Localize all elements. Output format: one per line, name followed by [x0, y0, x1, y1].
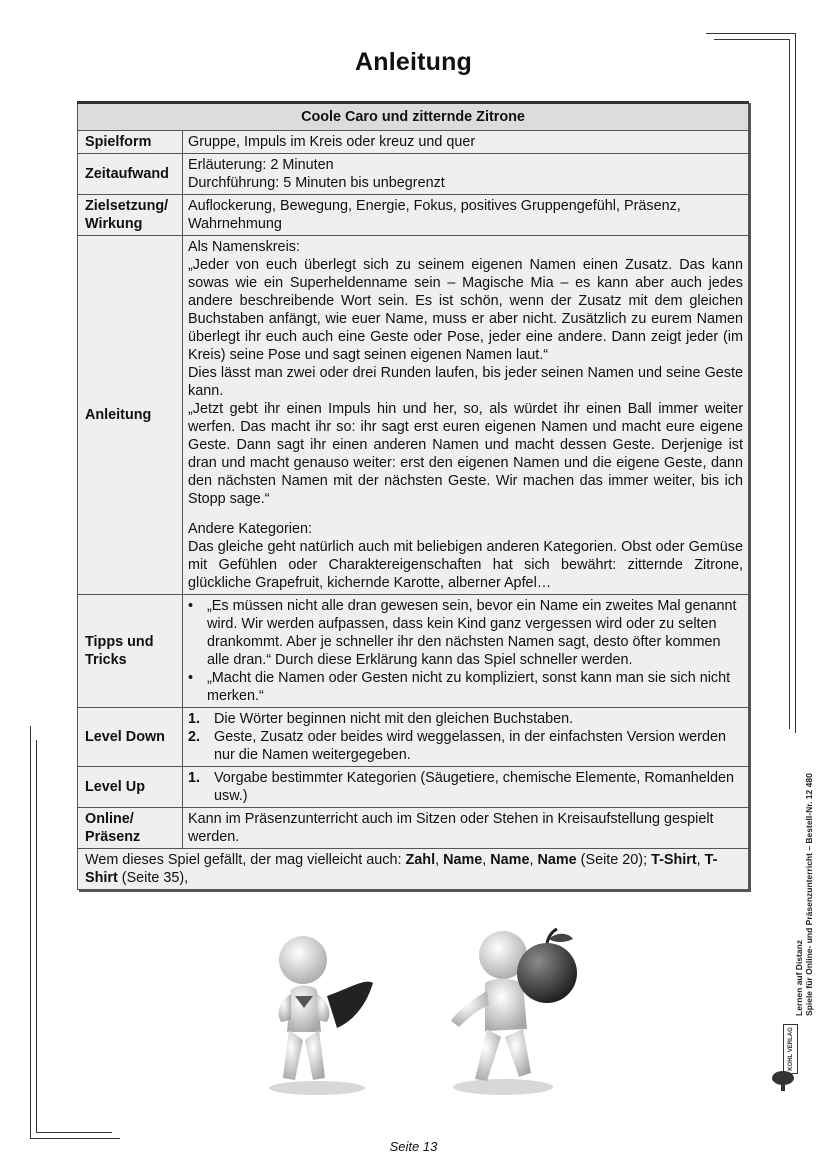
label-zielsetzung-2: Wirkung [85, 216, 143, 232]
anleitung-p5: Andere Kategorien: [188, 521, 313, 537]
row-zeitaufwand [78, 154, 749, 195]
label-zeitaufwand: Zeitaufwand [78, 154, 183, 195]
row-online [78, 808, 749, 849]
bullet-marker: • [188, 598, 194, 614]
game-ref: Name [443, 852, 483, 868]
game-ref: Name [537, 852, 577, 868]
row-tipps [78, 595, 749, 708]
item-text: Die Wörter beginnen nicht mit den gleichen Buchstaben. [214, 711, 574, 727]
label-online-1: Online/ [85, 811, 134, 827]
label-level-up: Level Up [78, 767, 183, 808]
frame-line-bottom-left-2 [36, 1132, 112, 1133]
row-anleitung [78, 236, 749, 595]
game-instructions-table [77, 101, 749, 890]
anleitung-p1: Als Namenskreis: [188, 239, 300, 255]
tipp-item [188, 669, 743, 705]
more-prefix: Wem dieses Spiel gefällt, der mag vielleicht auch: [85, 852, 406, 868]
label-zielsetzung [78, 195, 183, 236]
label-level-down: Level Down [78, 708, 183, 767]
page-ref: (Seite 20); [576, 852, 652, 868]
frame-line-left-vertical [30, 726, 31, 1139]
table-header-row [78, 103, 749, 131]
anleitung-p3: Dies lässt man zwei oder drei Runden laufen, bis jeder seinen Namen und seine Geste kann. [188, 365, 743, 399]
item-text: Geste, Zusatz oder beides wird weggelassen, in der einfachsten Version werden nur die Namen weitergegeben. [214, 729, 726, 763]
superhero-figure-illustration [255, 928, 385, 1098]
game-ref: T-Shirt [85, 852, 718, 886]
level-down-item [188, 710, 743, 728]
sep: , [529, 852, 538, 868]
sep: , [482, 852, 491, 868]
item-number: 1. [188, 770, 201, 786]
side-line-2: Spiele für Online- und Präsenzunterricht – Bestell-Nr. 12 480 [804, 773, 814, 1016]
more-games-text [78, 849, 749, 890]
frame-line-top-right-2 [714, 39, 790, 40]
value-level-down [183, 708, 749, 767]
figure-carrying-apple-illustration [445, 925, 585, 1097]
label-zielsetzung-1: Zielsetzung/ [85, 198, 169, 214]
frame-line-left-vertical-2 [36, 740, 37, 1133]
bullet-marker: • [188, 670, 194, 686]
page-title: Anleitung [354, 48, 473, 76]
frame-line-top-right [706, 33, 796, 34]
frame-line-right-vertical [795, 33, 796, 733]
row-level-down [78, 708, 749, 767]
anleitung-p4: „Jetzt gebt ihr einen Impuls hin und her, so, als würdet ihr einen Ball immer weiter werfen. Das macht ihr so: ihr sagt erst euren eigenen Namen und macht eure eigene Geste. Dann sagt ihr einen anderen Namen und macht dessen Geste. Derjenige ist dran und macht genauso weiter: erst den eigenen Namen und die eigene Geste, dann den nächsten Namen mit der nächsten Geste. Wir machen das immer weiter, bis ich Stopp sage.“ [188, 401, 743, 507]
game-ref: T-Shirt [651, 852, 697, 868]
label-anleitung: Anleitung [78, 236, 183, 595]
item-number: 1. [188, 711, 201, 727]
row-level-up [78, 767, 749, 808]
game-ref: Name [490, 852, 530, 868]
frame-line-right-vertical-2 [789, 39, 790, 729]
side-line-1: Lernen auf Distanz [794, 939, 804, 1016]
page-number: Seite 13 [389, 1139, 438, 1154]
sep: , [435, 852, 444, 868]
value-spielform: Gruppe, Impuls im Kreis oder kreuz und quer [183, 131, 749, 154]
row-more-games [78, 849, 749, 890]
label-tipps-2: Tricks [85, 652, 127, 668]
value-zeitaufwand [183, 154, 749, 195]
side-book-info [794, 773, 814, 1016]
item-text: Vorgabe bestimmter Kategorien (Säugetiere, chemische Elemente, Romanhelden usw.) [214, 770, 734, 804]
anleitung-p6: Das gleiche geht natürlich auch mit beliebigen anderen Kategorien. Obst oder Gemüse mit Gefühlen oder Charaktereigenschaften hat sich bewährt: zitternde Zitrone, glückliche Grapefruit, kichernde Karotte, alberner Apfel… [188, 539, 743, 591]
value-zielsetzung: Auflockerung, Bewegung, Energie, Fokus, positives Gruppengefühl, Präsenz, Wahrnehmung [183, 195, 749, 236]
label-online [78, 808, 183, 849]
item-number: 2. [188, 729, 201, 745]
game-title: Coole Caro und zitternde Zitrone [78, 103, 749, 131]
tipp-text: „Macht die Namen oder Gesten nicht zu kompliziert, sonst kann man sie sich nicht merken.“ [207, 670, 731, 704]
zeit-line-2: Durchführung: 5 Minuten bis unbegrenzt [188, 175, 445, 191]
row-zielsetzung [78, 195, 749, 236]
tipp-text: „Es müssen nicht alle dran gewesen sein, bevor ein Name ein zweites Mal genannt wird. Wir werden aufpassen, dass kein Kind ganz vergessen wird oder zu selten drankommt. Aber je schneller ihr den nächsten Namen sagt, desto öfter kommen alle dran.“ Durch diese Erklärung kann das Spiel schneller werden. [207, 598, 737, 668]
tipp-item [188, 597, 743, 669]
value-anleitung [183, 236, 749, 595]
publisher-name: KOHL VERLAG [787, 1027, 794, 1071]
sep: , [696, 852, 705, 868]
tree-logo-icon [770, 1070, 796, 1092]
value-level-up [183, 767, 749, 808]
anleitung-p2: „Jeder von euch überlegt sich zu seinem eigenen Namen einen Zusatz. Das kann sowas wie ein Superheldenname sein – Magische Mia – es kann aber auch jedes andere beschreibende Wort sein. Es ist schön, wenn der Zusatz mit dem gleichen Buchstaben anfängt, wie euer Name, muss er aber nicht. Zusätzlich zu eurem Namen überlegt ihr euch auch eine Geste oder Pose, jeder eine andere. Dann zeigt jeder (im Kreis) seine Pose und sagt seinen eigenen Namen laut.“ [188, 257, 743, 363]
label-online-2: Präsenz [85, 829, 141, 845]
publisher-logo [783, 1024, 798, 1074]
value-online: Kann im Präsenzunterricht auch im Sitzen oder Stehen in Kreisaufstellung gespielt werden. [183, 808, 749, 849]
page-ref: (Seite 35), [117, 870, 189, 886]
level-down-item [188, 728, 743, 764]
game-ref: Zahl [405, 852, 436, 868]
label-tipps-1: Tipps und [85, 634, 154, 650]
label-tipps [78, 595, 183, 708]
label-spielform: Spielform [78, 131, 183, 154]
zeit-line-1: Erläuterung: 2 Minuten [188, 157, 334, 173]
value-tipps [183, 595, 749, 708]
level-up-item [188, 769, 743, 805]
row-spielform [78, 131, 749, 154]
